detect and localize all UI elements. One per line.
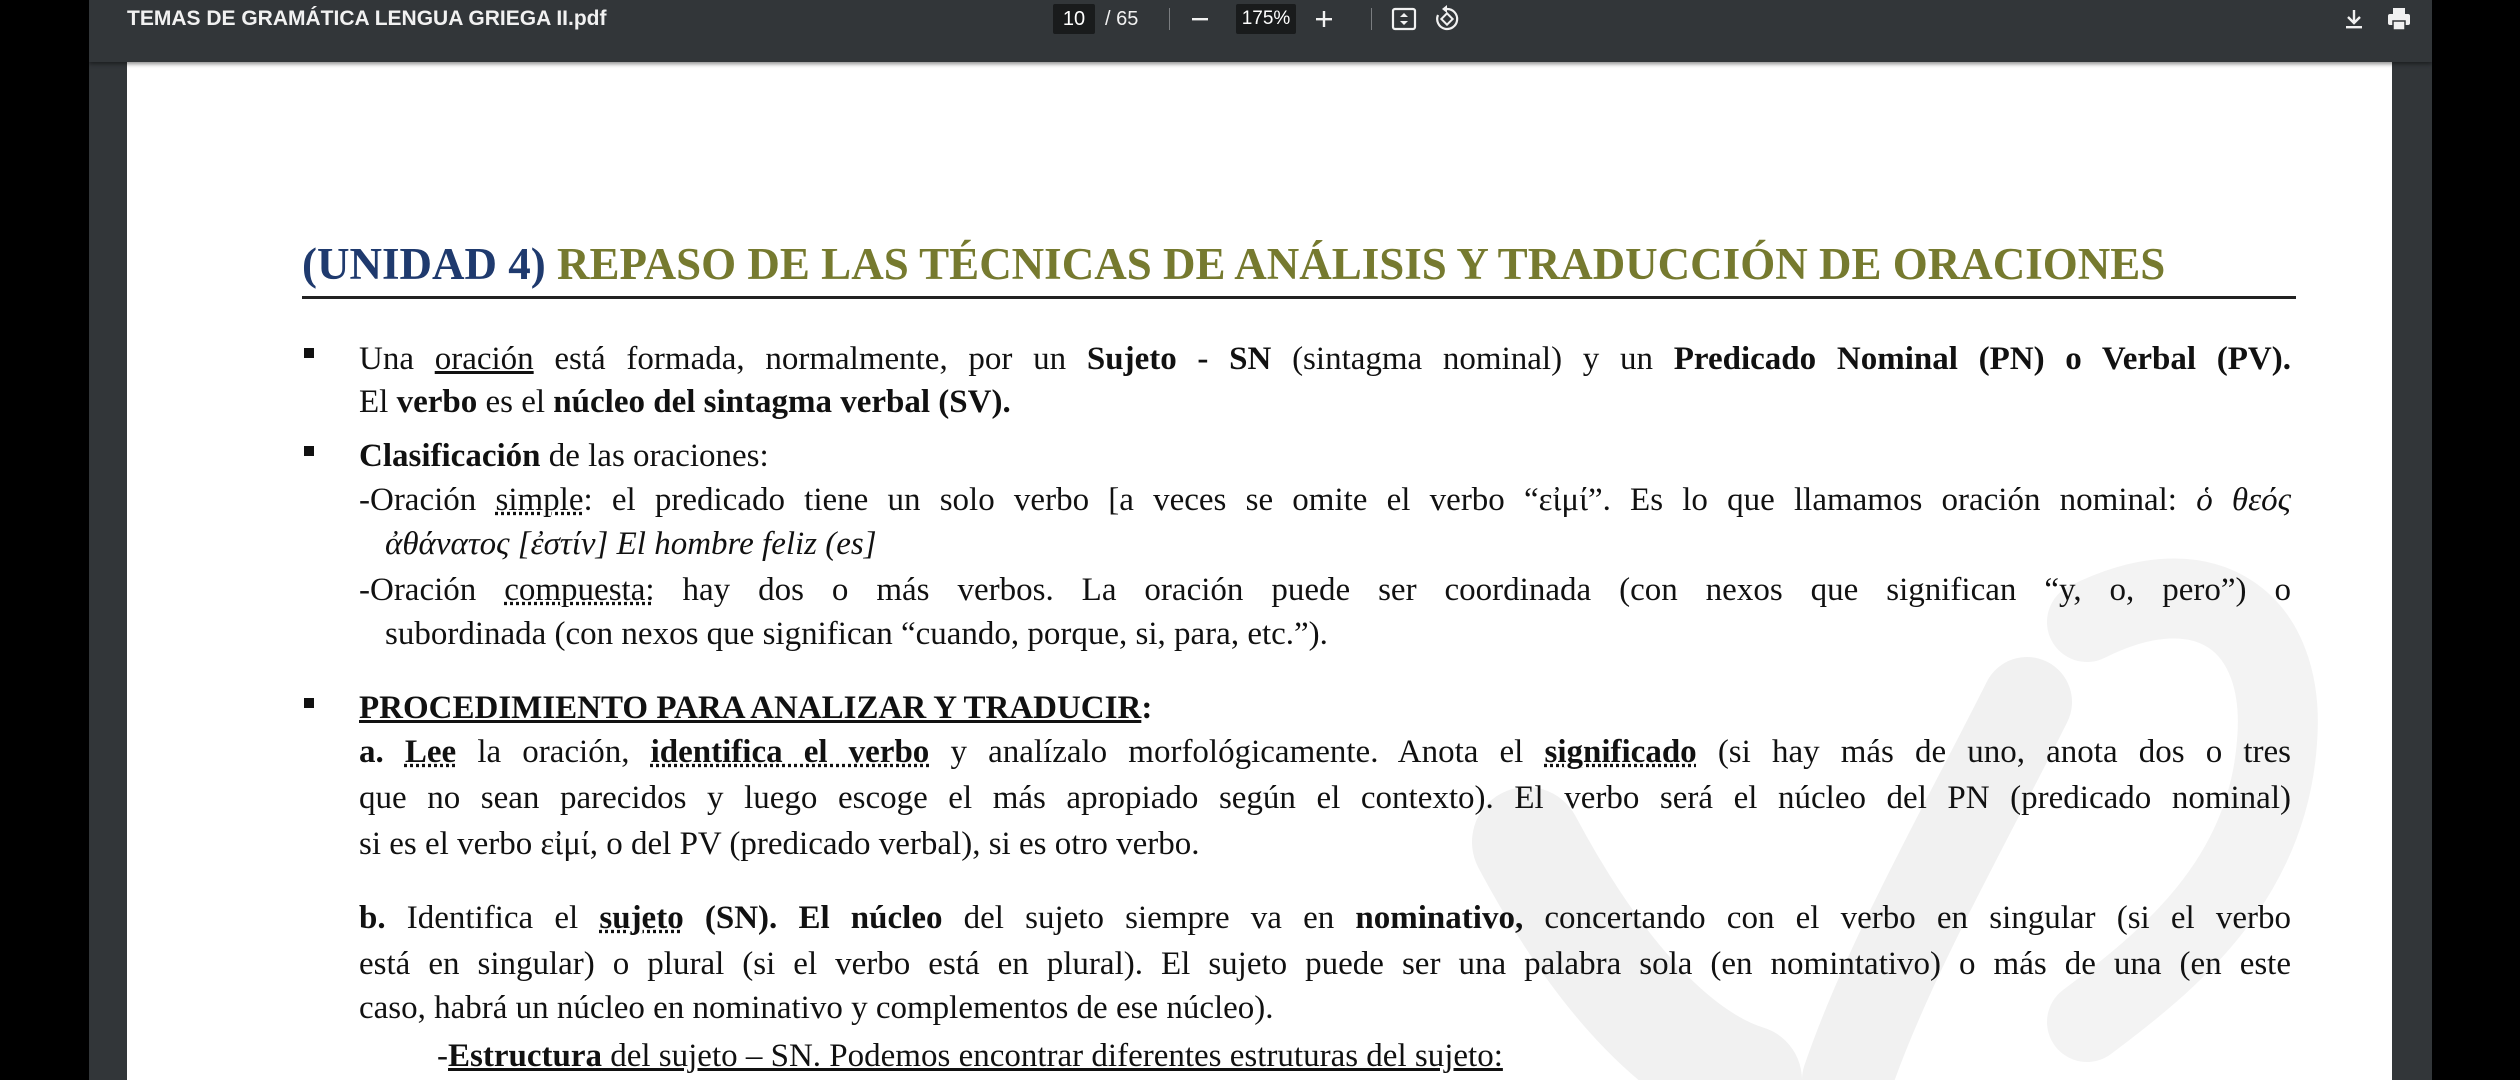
paragraph-line: -Oración compuesta: hay dos o más verbos. La oración puede ser coordinada (con nexos que significan “y, o, pero”) o	[359, 572, 2291, 608]
download-button[interactable]	[2339, 4, 2369, 34]
page-number-input[interactable]: 10	[1053, 4, 1095, 34]
paragraph-line: b. Identifica el sujeto (SN). El núcleo del sujeto siempre va en nominativo, concertando con el verbo en singular (si el verbo	[359, 900, 2292, 936]
zoom-out-button[interactable]	[1185, 4, 1215, 34]
download-icon	[2342, 7, 2366, 31]
document-body	[127, 62, 2392, 1080]
print-icon	[2385, 5, 2413, 33]
toolbar-divider	[1371, 8, 1372, 30]
paragraph-line: caso, habrá un núcleo en nominativo y complementos de ese núcleo).	[359, 990, 1274, 1026]
pdf-page	[127, 62, 2392, 1080]
fit-page-button[interactable]	[1389, 4, 1419, 34]
rotate-button[interactable]	[1432, 4, 1462, 34]
zoom-input[interactable]: 175%	[1236, 4, 1296, 34]
paragraph-line: que no sean parecidos y luego escoge el más apropiado según el contexto). El verbo será el núcleo del PN (predicado nominal)	[359, 780, 2291, 816]
rotate-icon	[1433, 5, 1461, 33]
paragraph-line: está en singular) o plural (si el verbo está en plural). El sujeto puede ser una palabra sola (en nomintativo) o más de una (en este	[359, 946, 2291, 982]
paragraph-line: Una oración está formada, normalmente, por un Sujeto - SN (sintagma nominal) y un Predicado Nominal (PN) o Verbal (PV).	[359, 341, 2291, 377]
page-indicator	[1053, 4, 1138, 34]
procedure-title: PROCEDIMIENTO PARA ANALIZAR Y TRADUCIR:	[359, 690, 1153, 726]
minus-icon	[1190, 9, 1210, 29]
paragraph-line: Clasificación de las oraciones:	[359, 438, 769, 474]
zoom-in-button[interactable]	[1309, 4, 1339, 34]
unit-title: REPASO DE LAS TÉCNICAS DE ANÁLISIS Y TRADUCCIÓN DE ORACIONES	[556, 239, 2166, 289]
fit-page-icon	[1390, 5, 1418, 33]
file-name: TEMAS DE GRAMÁTICA LENGUA GRIEGA II.pdf	[127, 7, 607, 30]
paragraph-line: El verbo es el núcleo del sintagma verbal (SV).	[359, 384, 1011, 420]
paragraph-line: -Oración simple: el predicado tiene un solo verbo [a veces se omite el verbo “εἰμί”. Es lo que llamamos oración nominal: ὁ θεός	[359, 482, 2291, 518]
pdf-toolbar	[89, 0, 2432, 62]
print-button[interactable]	[2384, 4, 2414, 34]
paragraph-line: si es el verbo εἰμί, o del PV (predicado verbal), si es otro verbo.	[359, 826, 1200, 862]
toolbar-divider	[1169, 8, 1170, 30]
paragraph-line: -Estructura del sujeto – SN. Podemos encontrar diferentes estruturas del sujeto:	[437, 1038, 1503, 1074]
plus-icon	[1314, 9, 1334, 29]
page-total: / 65	[1105, 7, 1139, 30]
unit-number: (UNIDAD 4)	[302, 239, 546, 289]
paragraph-line: a. Lee la oración, identifica el verbo y analízalo morfológicamente. Anota el significado (si hay más de uno, anota dos o tres	[359, 734, 2291, 770]
paragraph-line: subordinada (con nexos que significan “cuando, porque, si, para, etc.”).	[385, 616, 1328, 652]
paragraph-line: ἀθάνατος [ἐστίν] El hombre feliz (es]	[385, 526, 877, 562]
pdf-viewer	[89, 0, 2432, 1080]
